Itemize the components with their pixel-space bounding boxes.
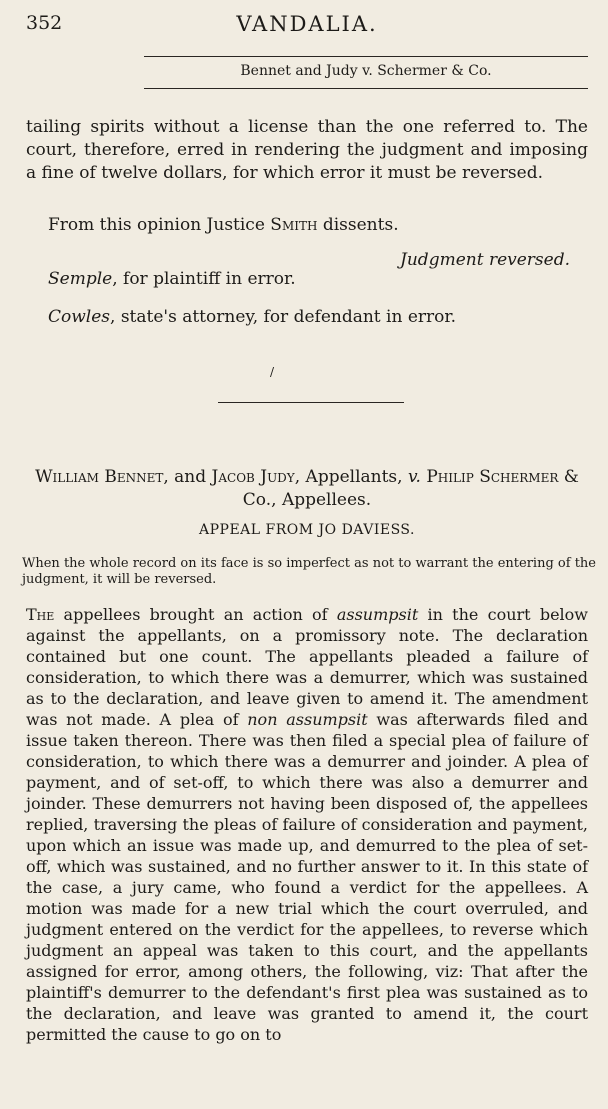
appellant-2: Jacob Judy xyxy=(211,467,295,487)
appellee: Philip Schermer xyxy=(420,467,559,487)
parties-and: , and xyxy=(163,467,212,487)
syllabus: When the whole record on its face is so imperfect as not to warrant the entering of the judgment, it will be reversed. xyxy=(22,556,596,587)
header-rule-top xyxy=(144,56,588,57)
body-text-1: appellees brought an action of xyxy=(54,605,337,624)
judgment-line: Judgment reversed. xyxy=(400,250,570,270)
appeal-from: APPEAL FROM JO DAVIESS. xyxy=(199,522,415,538)
plaintiff-counsel-rest: , for plaintiff in error. xyxy=(112,269,296,289)
defendant-counsel-rest: , state's attorney, for defendant in error. xyxy=(110,307,457,327)
parties-appellees: & Co., Appellees. xyxy=(242,467,579,510)
running-title: VANDALIA. xyxy=(236,12,378,36)
case-header: Bennet and Judy v. Schermer & Co. xyxy=(240,63,492,79)
dissent-pre: From this opinion Justice xyxy=(48,215,271,235)
stray-mark: / xyxy=(270,365,275,379)
dissent-line xyxy=(48,214,588,237)
plaintiff-counsel: Semple xyxy=(48,269,113,289)
prev-case-text: tailing spirits without a license than the one referred to. The court, therefore, erred in rendering the judgment and imposing a fine of twelve dollars, for which error it must be reversed. xyxy=(26,117,588,183)
case-separator-rule xyxy=(218,402,404,403)
dissent-justice: Smith xyxy=(270,215,318,235)
body-assumpsit: assumpsit xyxy=(336,605,419,624)
defendant-counsel: Cowles xyxy=(48,307,111,327)
defendant-counsel-line xyxy=(48,306,588,329)
parties-appellants: , Appellants, xyxy=(294,467,408,487)
page-header xyxy=(26,12,588,38)
case-body xyxy=(26,604,588,1045)
parties-versus: v. xyxy=(407,467,421,487)
body-lead: The xyxy=(26,605,55,624)
page-number: 352 xyxy=(26,12,63,34)
body-text-2: in the court below against the appellants, on a promissory note. The declaration contained but one count. The appellants pleaded a failure of consideration, to which there was a demurrer, which was sustained as to the declaration, and leave given to amend it. The amendment was not made. A plea of xyxy=(26,605,588,729)
plaintiff-counsel-line xyxy=(48,268,588,291)
appellant-1: William Bennet xyxy=(35,467,164,487)
dissent-post: dissents. xyxy=(317,215,399,235)
case-parties xyxy=(26,466,588,512)
prev-case-paragraph xyxy=(26,116,588,185)
body-non-assumpsit: non assumpsit xyxy=(247,710,368,729)
header-rule-bottom xyxy=(144,88,588,89)
body-text-3: was afterwards filed and issue taken thereon. There was then filed a special plea of failure of consideration, to which there was a demurrer and joinder. A plea of payment, and of set-off, to which there was also a demurrer and joinder. These demurrers not having been disposed of, the appellees replied, traversing the pleas of failure of consideration and payment, upon which an issue was made up, and demurred to the plea of set-off, which was sustained, and no further answer to it. In this state of the case, a jury came, who found a verdict for the appellees. A motion was made for a new trial which the court overruled, and judgment entered on the verdict for the appellees, to reverse which judgment an appeal was taken to this court, and the appellants assigned for error, among others, the following, viz: That after the plaintiff's demurrer to the defendant's first plea was sustained as to the declaration, and leave was granted to amend it, the court permitted the cause to go on to xyxy=(26,710,589,1044)
